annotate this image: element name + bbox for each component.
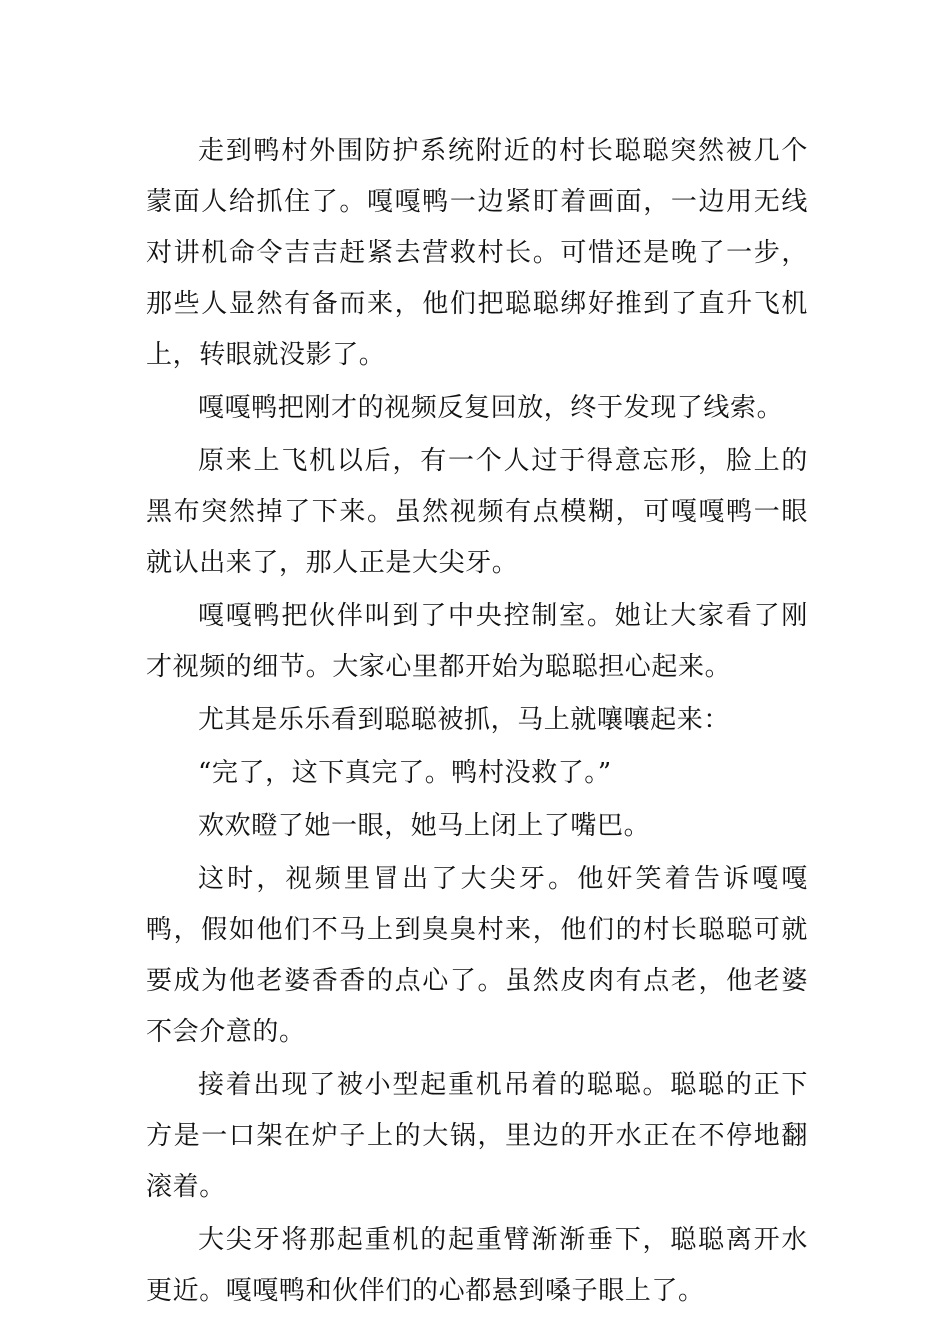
story-text <box>146 126 808 1319</box>
paragraph-9: 接着出现了被小型起重机吊着的聪聪。聪聪的正下方是一口架在炉子上的大锅，里边的开水正在不停地翻滚着。 <box>146 1070 808 1202</box>
paragraph-4: 嘎嘎鸭把伙伴叫到了中央控制室。她让大家看了刚才视频的细节。大家心里都开始为聪聪担心起来。 <box>146 601 808 682</box>
paragraph-10: 大尖牙将那起重机的起重臂渐渐垂下，聪聪离开水更近。嘎嘎鸭和伙伴们的心都悬到嗓子眼上了。 <box>146 1225 808 1306</box>
paragraph-5: 尤其是乐乐看到聪聪被抓，马上就嚷嚷起来： <box>198 705 731 735</box>
paragraph-1: 走到鸭村外围防护系统附近的村长聪聪突然被几个蒙面人给抓住了。嘎嘎鸭一边紧盯着画面，一边用无线对讲机命令吉吉赶紧去营救村长。可惜还是晚了一步，那些人显然有备而来，他们把聪聪绑好推到了直升飞机上，转眼就没影了。 <box>146 136 808 370</box>
paragraph-7: 欢欢瞪了她一眼，她马上闭上了嘴巴。 <box>198 811 651 841</box>
paragraph-3: 原来上飞机以后，有一个人过于得意忘形，脸上的黑布突然掉了下来。虽然视频有点模糊，可嘎嘎鸭一眼就认出来了，那人正是大尖牙。 <box>146 446 808 578</box>
paragraph-8: 这时，视频里冒出了大尖牙。他奸笑着告诉嘎嘎鸭，假如他们不马上到臭臭村来，他们的村长聪聪可就要成为他老婆香香的点心了。虽然皮肉有点老，他老婆不会介意的。 <box>146 864 808 1047</box>
paragraph-2: 嘎嘎鸭把刚才的视频反复回放，终于发现了线索。 <box>198 393 784 423</box>
paragraph-6-dialogue: “完了，这下真完了。鸭村没救了。” <box>198 758 612 788</box>
